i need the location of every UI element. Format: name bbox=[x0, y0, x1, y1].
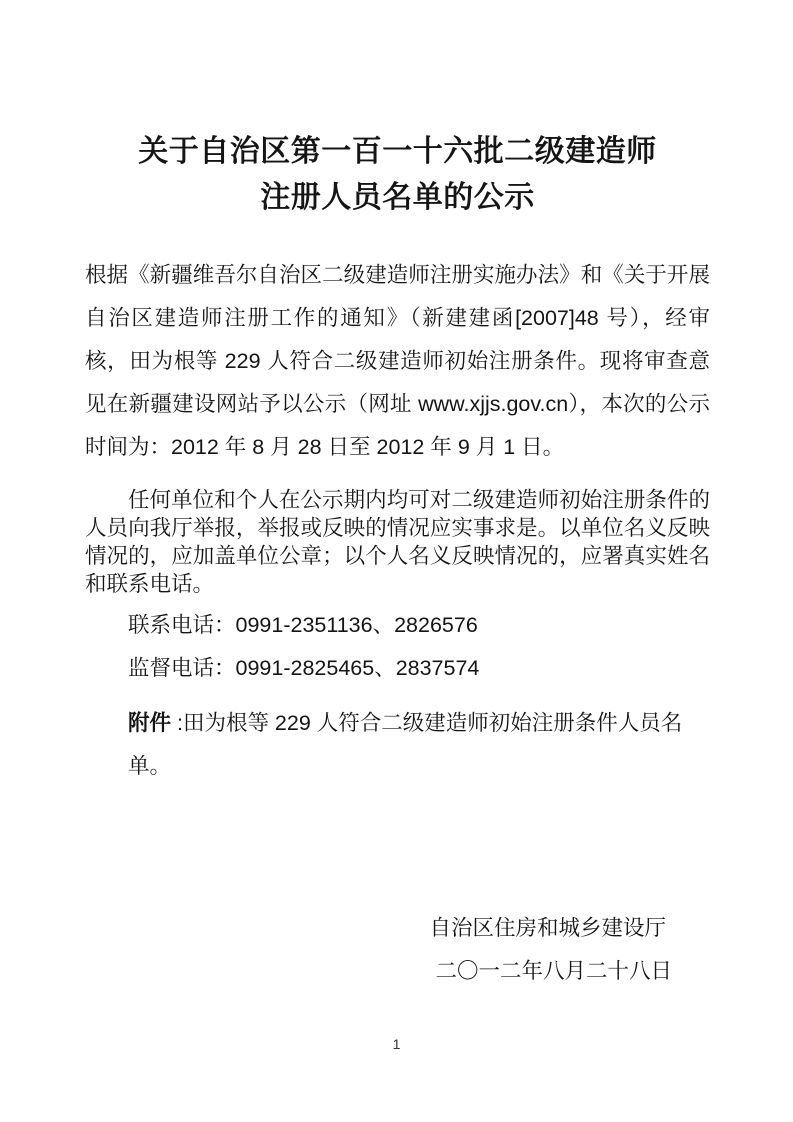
phone-block bbox=[85, 604, 710, 690]
page-number: 1 bbox=[392, 1036, 401, 1052]
attachment-label: 附件 bbox=[128, 711, 172, 735]
attachment-line bbox=[85, 702, 710, 788]
document-title bbox=[85, 129, 710, 221]
signature-block bbox=[423, 907, 672, 993]
document-title-line-2: 注册人员名单的公示 bbox=[260, 181, 535, 214]
paragraph-reporting-instructions: 任何单位和个人在公示期内均可对二级建造师初始注册条件的人员向我厅举报，举报或反映的情况应实事求是。以单位名义反映情况的，应加盖单位公章；以个人名义反映情况的，应署真实姓名和联系电话。 bbox=[85, 488, 710, 596]
attachment-text: :田为根等 229 人符合二级建造师初始注册条件人员名单。 bbox=[128, 711, 683, 778]
signature-date: 二〇一二年八月二十八日 bbox=[435, 959, 672, 983]
contact-phone-line: 联系电话：0991-2351136、2826576 bbox=[128, 613, 478, 637]
paragraph-review-basis: 根据《新疆维吾尔自治区二级建造师注册实施办法》和《关于开展自治区建造师注册工作的通知》（新建建函[2007]48 号），经审核，田为根等 229 人符合二级建造师初始注册条件。现将审查意见在新疆建设网站予以公示（网址 www.xjjs.gov.cn），本次的公示时间为：2012 年 8 月 28 日至 2012 年 9 月 1 日。 bbox=[85, 263, 710, 459]
supervision-phone-line: 监督电话：0991-2825465、2837574 bbox=[128, 656, 480, 680]
signature-department: 自治区住房和城乡建设厅 bbox=[429, 916, 666, 940]
document-title-line-1: 关于自治区第一百一十六批二级建造师 bbox=[138, 135, 657, 168]
